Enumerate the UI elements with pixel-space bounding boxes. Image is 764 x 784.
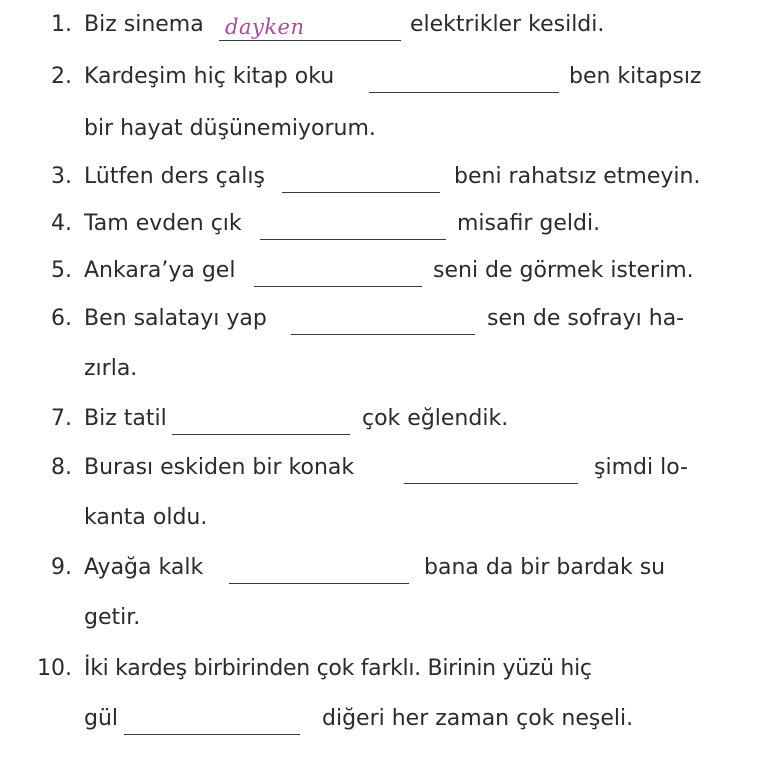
item-text-before: Burası eskiden bir konak [84, 455, 355, 480]
item-text-before: Biz sinema [84, 12, 204, 37]
item-number: 4. [51, 211, 72, 236]
item-text-after: şimdi lo- [594, 455, 688, 480]
exercise-item-8 [0, 455, 764, 495]
answer-blank[interactable] [229, 555, 409, 584]
item-text-before: Lütfen ders çalış [84, 164, 265, 189]
answer-blank[interactable] [172, 406, 350, 435]
answer-blank[interactable] [291, 306, 475, 335]
item-text-before: Biz tatil [84, 406, 167, 431]
item-text-after: ben kitapsız [569, 64, 702, 89]
exercise-item-9-continued [0, 605, 764, 645]
item-text-before: Ankara’ya gel [84, 258, 236, 283]
item-text-continued: kanta oldu. [84, 505, 208, 530]
item-text-after: seni de görmek isterim. [433, 258, 694, 283]
item-text-before: Ayağa kalk [84, 555, 204, 580]
answer-blank[interactable] [219, 12, 401, 41]
exercise-item-7 [0, 406, 764, 446]
answer-blank[interactable] [254, 258, 422, 287]
item-text-continued: bir hayat düşünemiyorum. [84, 116, 376, 141]
item-text-before: İki kardeş birbirinden çok farklı. Birinin yüzü hiç [84, 656, 592, 681]
item-text-after: sen de sofrayı ha- [487, 306, 685, 331]
item-number: 9. [51, 555, 72, 580]
item-text-before: Ben salatayı yap [84, 306, 267, 331]
item-number: 8. [51, 455, 72, 480]
exercise-item-8-continued [0, 505, 764, 545]
answer-blank[interactable] [404, 455, 578, 484]
item-number: 7. [51, 406, 72, 431]
item-text-after: elektrikler kesildi. [410, 12, 605, 37]
item-text-continued: getir. [84, 605, 141, 630]
item-text-after: beni rahatsız etmeyin. [454, 164, 701, 189]
item-text-after: misafir geldi. [457, 211, 601, 236]
exercise-item-6 [0, 306, 764, 346]
exercise-item-6-continued [0, 356, 764, 396]
item-number: 10. [37, 656, 72, 681]
item-text-continued: zırla. [84, 356, 138, 381]
item-text-after: çok eğlendik. [362, 406, 509, 431]
exercise-item-2 [0, 64, 764, 104]
item-text-before: Kardeşim hiç kitap oku [84, 64, 335, 89]
answer-blank[interactable] [369, 64, 559, 93]
answer-blank[interactable] [124, 706, 300, 735]
exercise-item-3 [0, 164, 764, 204]
answer-blank[interactable] [260, 211, 446, 240]
item-text-after: diğeri her zaman çok neşeli. [322, 706, 634, 731]
item-text-after: bana da bir bardak su [424, 555, 666, 580]
exercise-item-4 [0, 211, 764, 251]
item-text-continued: gül [84, 706, 119, 731]
exercise-item-5 [0, 258, 764, 298]
item-text-before: Tam evden çık [84, 211, 242, 236]
handwritten-answer: dayken [225, 15, 305, 39]
item-number: 2. [51, 64, 72, 89]
answer-blank[interactable] [282, 164, 440, 193]
item-number: 6. [51, 306, 72, 331]
exercise-item-9 [0, 555, 764, 595]
exercise-item-10 [0, 656, 764, 696]
exercise-item-10-continued [0, 706, 764, 746]
exercise-item-2-continued [0, 116, 764, 156]
exercise-item-1 [0, 12, 764, 52]
item-number: 3. [51, 164, 72, 189]
item-number: 5. [51, 258, 72, 283]
item-number: 1. [51, 12, 72, 37]
